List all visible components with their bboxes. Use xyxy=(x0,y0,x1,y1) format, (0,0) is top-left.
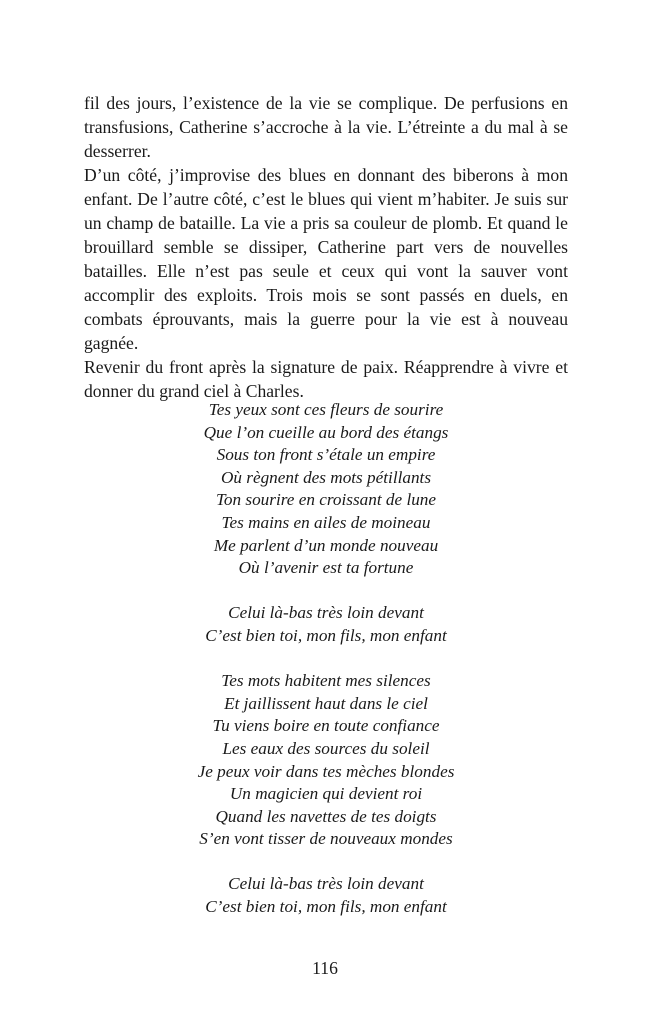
poem-verse: Que l’on cueille au bord des étangs xyxy=(203,422,449,442)
poem-verse: Me parlent d’un monde nouveau xyxy=(213,535,439,555)
poem-verse: Tes yeux sont ces fleurs de sourire xyxy=(208,400,444,419)
page-number: 116 xyxy=(312,958,338,978)
poem-stanza xyxy=(84,670,568,851)
poem-verse: C’est bien toi, mon fils, mon enfant xyxy=(205,625,447,645)
poem xyxy=(84,399,568,919)
poem-verse: Où l’avenir est ta fortune xyxy=(238,558,414,578)
poem-verse: Où règnent des mots pétillants xyxy=(220,467,432,487)
poem-refrain xyxy=(84,873,568,918)
poem-verse: S’en vont tisser de nouveaux mondes xyxy=(199,829,453,849)
poem-verse: Les eaux des sources du soleil xyxy=(222,738,430,758)
poem-verse: Celui là-bas très loin devant xyxy=(228,603,424,623)
poem-verse: Sous ton front s’étale un empire xyxy=(216,445,436,465)
prose-paragraph: Revenir du front après la signature de paix. Réapprendre à vivre et donner du grand ciel à Charles. xyxy=(84,357,568,401)
poem-verse: Et jaillissent haut dans le ciel xyxy=(224,693,428,713)
poem-verse: Celui là-bas très loin devant xyxy=(228,874,424,894)
poem-verse: Tu viens boire en toute confiance xyxy=(212,716,440,736)
poem-verse: Ton sourire en croissant de lune xyxy=(215,490,437,510)
poem-verse: Tes mains en ailes de moineau xyxy=(221,512,431,532)
prose-block xyxy=(84,91,568,403)
poem-verse: Je peux voir dans tes mèches blondes xyxy=(197,761,455,781)
prose-paragraph: fil des jours, l’existence de la vie se complique. De perfusions en transfusions, Catherine s’accroche à la vie. L’étreinte a du mal à se desserrer. xyxy=(84,93,568,161)
poem-verse: C’est bien toi, mon fils, mon enfant xyxy=(205,897,447,917)
poem-verse: Un magicien qui devient roi xyxy=(229,784,423,804)
poem-verse: Tes mots habitent mes silences xyxy=(221,671,431,691)
poem-stanza xyxy=(84,399,568,580)
prose-paragraph: D’un côté, j’improvise des blues en donnant des biberons à mon enfant. De l’autre côté, c’est le blues qui vient m’habiter. Je suis sur un champ de bataille. La vie a pris sa couleur de plomb. Et quand le brouillard semble se dissiper, Catherine part vers de nouvelles batailles. Elle n’est pas seule et ceux qui vont la sauver vont accomplir des exploits. Trois mois se sont passés en duels, en combats éprouvants, mais la guerre pour la vie est à nouveau gagnée. xyxy=(84,165,568,353)
poem-verse: Quand les navettes de tes doigts xyxy=(215,806,437,826)
poem-refrain xyxy=(84,602,568,647)
